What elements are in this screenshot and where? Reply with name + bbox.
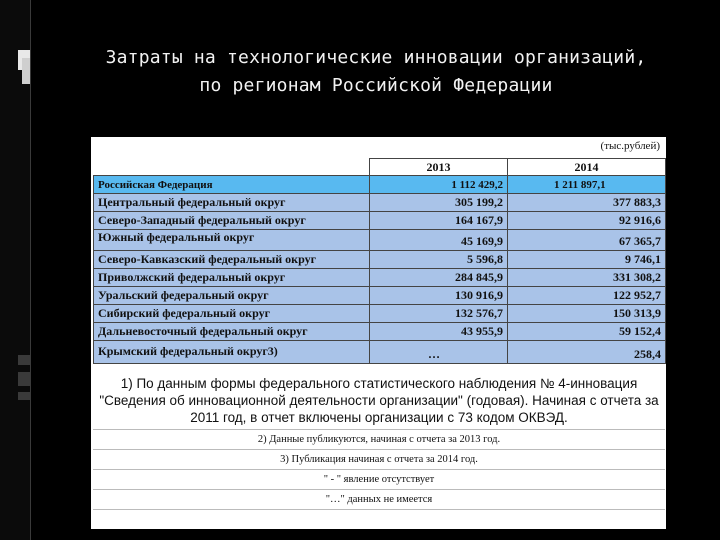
region-name: Центральный федеральный округ (94, 194, 370, 212)
value-2014: 377 883,3 (508, 194, 666, 212)
region-name: Приволжский федеральный округ (94, 269, 370, 287)
value-2014: 258,4 (508, 341, 666, 364)
table-row (94, 212, 666, 230)
units-label: (тыс.рублей) (600, 140, 660, 152)
innovation-costs-table (93, 158, 666, 364)
value-2014: 1 211 897,1 (508, 176, 666, 194)
decor-block (18, 392, 30, 400)
table-row (94, 230, 666, 251)
value-2013: 1 112 429,2 (370, 176, 508, 194)
region-name: Северо-Кавказский федеральный округ (94, 251, 370, 269)
value-2014: 150 313,9 (508, 305, 666, 323)
decor-block (22, 58, 30, 84)
value-2014: 67 365,7 (508, 230, 666, 251)
table-row (94, 194, 666, 212)
table-row (94, 176, 666, 194)
value-2013: 132 576,7 (370, 305, 508, 323)
value-2013: 284 845,9 (370, 269, 508, 287)
left-accent-line (30, 0, 31, 540)
slide-title (40, 44, 712, 100)
footnote-2: 2) Данные публикуются, начиная с отчета за 2013 год. (93, 430, 665, 450)
value-2013: 164 167,9 (370, 212, 508, 230)
table-row (94, 341, 666, 364)
footnotes (93, 370, 665, 510)
table-header-row (94, 159, 666, 176)
region-name: Дальневосточный федеральный округ (94, 323, 370, 341)
column-header-2014: 2014 (508, 159, 666, 176)
slide-title-line1: Затраты на технологические инновации организаций, (105, 47, 647, 68)
value-2013: 43 955,9 (370, 323, 508, 341)
table-row (94, 323, 666, 341)
footnote-1: 1) По данным формы федерального статистического наблюдения № 4-инновация "Сведения об инновационной деятельности организации" (годовая). Начиная с отчета за 2011 год, в отчет включены организации с 73 кодом ОКВЭД. (93, 370, 665, 430)
value-2014: 122 952,7 (508, 287, 666, 305)
region-name: Северо-Западный федеральный округ (94, 212, 370, 230)
footnote-5: "…" данных не имеется (93, 490, 665, 510)
footnote-4: " - " явление отсутствует (93, 470, 665, 490)
region-name: Южный федеральный округ (94, 230, 370, 251)
column-header-2013: 2013 (370, 159, 508, 176)
value-2013: 5 596,8 (370, 251, 508, 269)
value-2013: 305 199,2 (370, 194, 508, 212)
table-row (94, 287, 666, 305)
value-2013: 45 169,9 (370, 230, 508, 251)
value-2014: 92 916,6 (508, 212, 666, 230)
footnote-3: 3) Публикация начиная с отчета за 2014 год. (93, 450, 665, 470)
decor-block (18, 355, 30, 365)
slide-title-line2: по регионам Российской Федерации (199, 75, 553, 96)
value-2014: 59 152,4 (508, 323, 666, 341)
region-name: Уральский федеральный округ (94, 287, 370, 305)
value-2013: 130 916,9 (370, 287, 508, 305)
region-name: Российская Федерация (94, 176, 370, 194)
table-row (94, 251, 666, 269)
value-2014: 331 308,2 (508, 269, 666, 287)
value-2014: 9 746,1 (508, 251, 666, 269)
table-row (94, 269, 666, 287)
decor-block (18, 372, 30, 386)
table-image (91, 137, 666, 529)
header-empty-cell (94, 159, 370, 176)
value-2013: … (370, 341, 508, 364)
region-name: Крымский федеральный округ3) (94, 341, 370, 364)
table-row (94, 305, 666, 323)
region-name: Сибирский федеральный округ (94, 305, 370, 323)
